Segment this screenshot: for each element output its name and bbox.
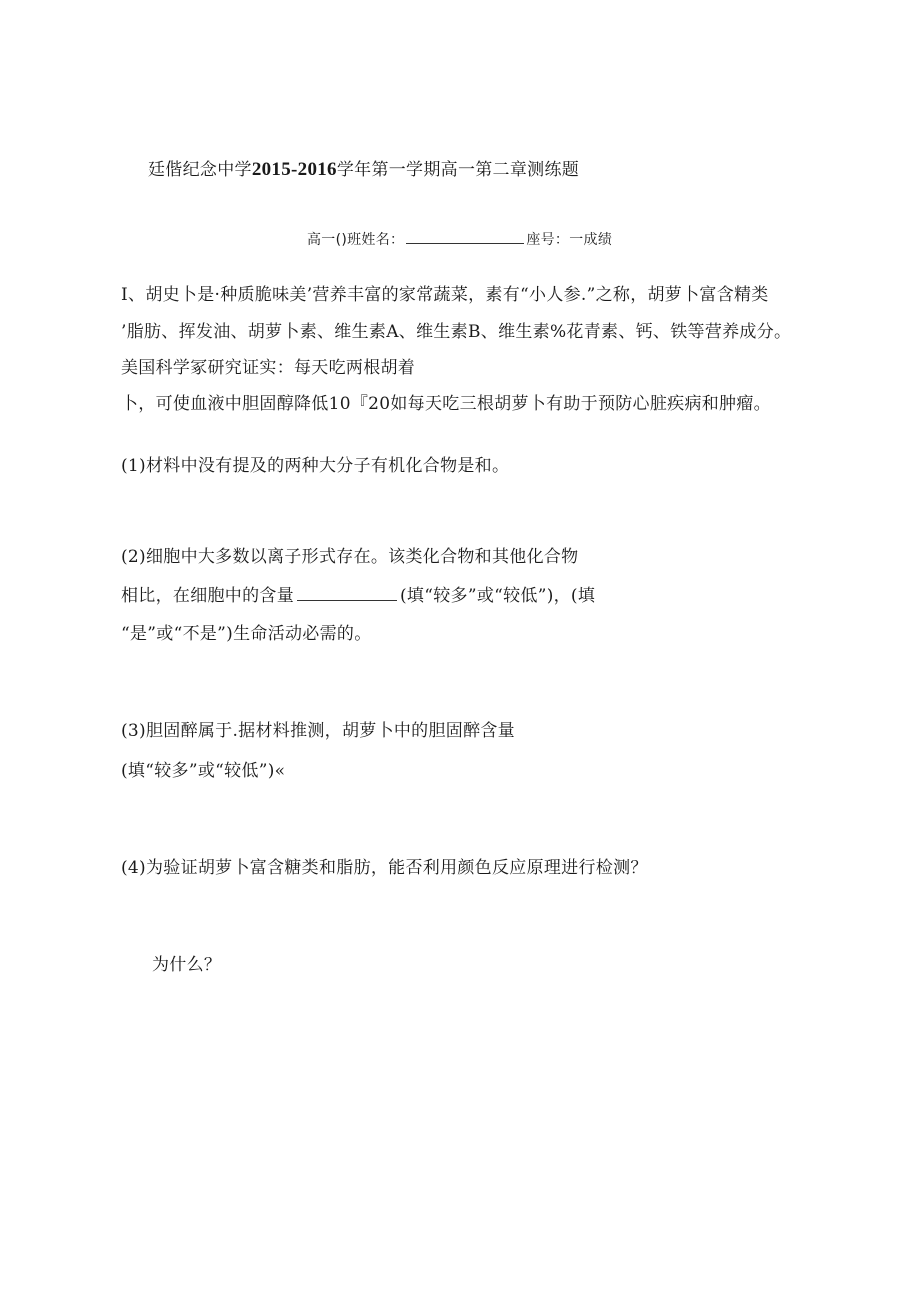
question-2-line-2-end: (填“较多”或“较低”)，(填	[400, 586, 596, 606]
question-2-line-3: “是”或“不是”)生命活动必需的。	[121, 624, 372, 644]
passage-line-1: I、胡史卜是·种质脆味美’营养丰富的家常蔬菜，素有“小人参.”之称，胡萝卜富含精类	[121, 285, 769, 305]
question-4-line-1: (4)为验证胡萝卜富含糖类和脂肪，能否利用颜色反应原理进行检测？	[121, 858, 648, 878]
title-year: 2015-2016	[251, 159, 337, 180]
passage-line-4: 卜，可使血液中胆固醇降低10『20如每天吃三根胡萝卜有助于预防心脏疾病和肿瘤。	[121, 394, 771, 414]
seat-score-label: 座号：一成绩	[526, 232, 613, 248]
question-2-line-2	[121, 585, 595, 607]
passage-line-3: 美国科学冢研究证实：每天吃两根胡着	[121, 358, 416, 378]
student-info-line	[307, 229, 612, 251]
title-suffix: 学年第一学期高一第二章测练题	[336, 160, 580, 180]
question-1: (1)材料中没有提及的两种大分子有机化合物是和。	[121, 456, 510, 476]
question-3-line-1: (3)胆固醉属于.据材料推测，胡萝卜中的胆固醉含量	[121, 721, 515, 741]
title-school: 廷偕纪念中学	[148, 160, 252, 180]
passage-line-2: ’脂肪、挥发油、胡萝卜素、维生素A、维生素B、维生素%花青素、钙、铁等营养成分。	[121, 322, 792, 342]
class-name-label: 高一()班姓名：	[307, 232, 405, 248]
name-blank[interactable]	[406, 231, 524, 244]
question-4-line-2: 为什么？	[152, 955, 222, 975]
page-title	[148, 159, 579, 181]
question-3-line-2: (填“较多”或“较低”)«	[121, 761, 286, 781]
answer-blank[interactable]	[297, 586, 397, 601]
question-2-line-2-start: 相比，在细胞中的含量	[121, 586, 294, 606]
question-2-line-1: (2)细胞中大多数以离子形式存在。该类化合物和其他化合物	[121, 547, 579, 567]
